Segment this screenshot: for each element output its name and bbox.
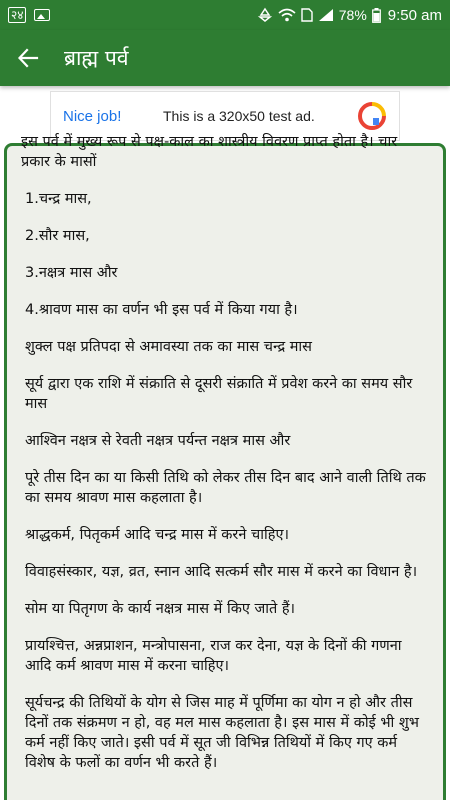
content-paragraph: 3.नक्षत्र मास और — [25, 265, 118, 281]
app-bar — [0, 30, 450, 86]
wifi-icon — [278, 8, 296, 22]
signal-icon — [318, 8, 334, 22]
content-paragraph: आश्विन नक्षत्र से रेवती नक्षत्र पर्यन्त नक्षत्र मास और — [25, 433, 291, 449]
content-paragraph: शुक्ल पक्ष प्रतिपदा से अमावस्या तक का मास चन्द्र मास — [25, 339, 312, 355]
content-paragraph: 2.सौर मास, — [25, 228, 90, 244]
arrow-left-icon — [17, 47, 39, 69]
notification-badge: २४ — [8, 7, 26, 23]
status-right — [257, 7, 442, 24]
content-paragraph: विवाहसंस्कार, यज्ञ, व्रत, स्नान आदि सत्कर्म सौर मास में करने का विधान है। — [25, 564, 418, 580]
content-scroll — [7, 132, 443, 790]
content-paragraph: प्रायश्चित्त, अन्नप्राशन, मन्त्रोपासना, राज कर देना, यज्ञ के दिनों की गणना आदि कर्म श्रावण मास में करना चाहिए। — [25, 638, 402, 674]
back-button[interactable] — [0, 30, 56, 86]
content-card[interactable] — [4, 134, 446, 800]
intro-paragraph: इस पर्व में मुख्य रूप से पक्ष-काल का शास्त्रीय विवरण प्राप्त होता है। चार प्रकार के मासों — [21, 134, 398, 170]
content-paragraph: पूरे तीस दिन का या किसी तिथि को लेकर तीस दिन बाद आने वाली तिथि तक का समय श्रावण मास कहलाता है। — [25, 470, 426, 506]
image-notification-icon — [34, 9, 50, 21]
battery-icon — [372, 8, 381, 23]
content-paragraph: सोम या पितृगण के कार्य नक्षत्र मास में किए जाते हैं। — [25, 601, 296, 617]
clock: 9:50 am — [387, 6, 442, 24]
page-title: ब्राह्म पर्व — [64, 46, 129, 70]
content-paragraph: सूर्य द्वारा एक राशि में संक्राति से दूसरी संक्राति में प्रवेश करने का समय सौर मास — [25, 376, 413, 412]
ad-logo-icon — [357, 101, 387, 131]
content-paragraph: श्राद्धकर्म, पितृकर्म आदि चन्द्र मास में करने चाहिए। — [25, 527, 289, 543]
content-paragraph: सूर्यचन्द्र की तिथियों के योग से जिस माह में पूर्णिमा का योग न हो और तीस दिनों तक संक्रमण न हो, वह मल मास कहलाता है। इस मास में कोई भी शुभ कर्म नहीं किए जाते। इसी पर्व में सूत जी विभिन्न तिथियों में किए गए कर्म विशेष के फलों का वर्णन भी करते हैं। — [25, 695, 419, 771]
recycle-icon — [257, 8, 273, 22]
ad-text: This is a 320x50 test ad. — [163, 108, 315, 124]
ad-headline: Nice job! — [63, 107, 122, 125]
status-left — [8, 7, 257, 23]
sim-icon — [301, 8, 313, 22]
content-paragraph: 1.चन्द्र मास, — [25, 191, 92, 207]
battery-percent: 78% — [338, 7, 367, 23]
status-bar — [0, 0, 450, 30]
content-paragraph: 4.श्रावण मास का वर्णन भी इस पर्व में किया गया है। — [25, 302, 298, 318]
